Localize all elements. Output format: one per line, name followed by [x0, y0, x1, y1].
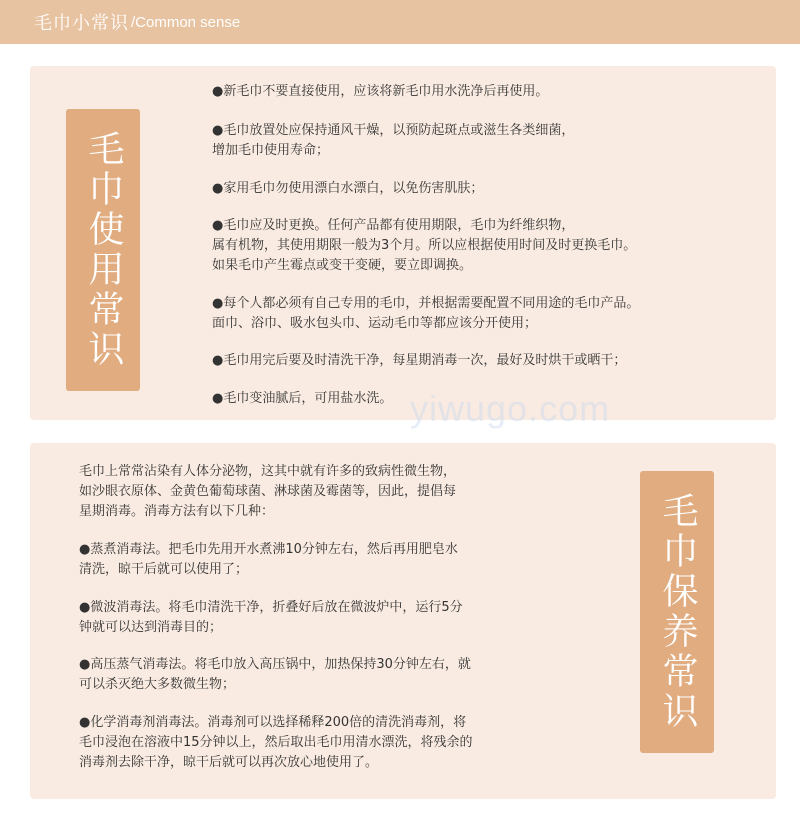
section-header — [0, 0, 800, 44]
usage-tag — [66, 109, 140, 391]
usage-item-2: ●毛巾放置处应保持通风干燥，以预防起斑点或滋生各类细菌， 增加毛巾使用寿命； — [212, 123, 575, 158]
care-tag-label: 毛巾保养常识 — [657, 492, 698, 732]
usage-item-4: ●毛巾应及时更换。任何产品都有使用期限，毛巾为纤维织物， 属有机物，其使用期限一般为3个月。所以应根据使用时间及时更换毛巾。 如果毛巾产生霉点或变干变硬，要立即调换。 — [212, 218, 637, 273]
usage-item-6: ●毛巾用完后要及时清洗干净，每星期消毒一次，最好及时烘干或晒干； — [212, 353, 627, 368]
care-intro: 毛巾上常常沾染有人体分泌物，这其中就有许多的致病性微生物， 如沙眼衣原体、金黄色葡萄球菌、淋球菌及霉菌等，因此，提倡每 星期消毒。消毒方法有以下几种： — [79, 464, 457, 519]
care-item-2: ●微波消毒法。将毛巾清洗干净，折叠好后放在微波炉中，运行5分 钟就可以达到消毒目的； — [79, 600, 463, 635]
care-item-3: ●高压蒸气消毒法。将毛巾放入高压锅中，加热保持30分钟左右，就 可以杀灭绝大多数微生物； — [79, 657, 471, 692]
header-subtitle: /Common sense — [131, 13, 241, 31]
care-item-1: ●蒸煮消毒法。把毛巾先用开水煮沸10分钟左右，然后再用肥皂水 清洗，晾干后就可以使用了； — [79, 542, 458, 577]
usage-item-3: ●家用毛巾勿使用漂白水漂白，以免伤害肌肤； — [212, 181, 484, 196]
usage-item-5: ●每个人都必须有自己专用的毛巾，并根据需要配置不同用途的毛巾产品。 面巾、浴巾、吸水包头巾、运动毛巾等都应该分开使用； — [212, 296, 640, 331]
care-item-4: ●化学消毒剂消毒法。消毒剂可以选择稀释200倍的清洗消毒剂，将 毛巾浸泡在溶液中15分钟以上，然后取出毛巾用清水漂洗，将残余的 消毒剂去除干净，晾干后就可以再次放心地使用了。 — [79, 715, 473, 770]
usage-item-7: ●毛巾变油腻后，可用盐水洗。 — [212, 391, 393, 406]
header-title: 毛巾小常识 — [34, 13, 129, 34]
watermark: yiwugo.com — [410, 388, 611, 429]
usage-item-1: ●新毛巾不要直接使用，应该将新毛巾用水洗净后再使用。 — [212, 84, 549, 99]
care-tag — [640, 471, 714, 753]
usage-tag-label: 毛巾使用常识 — [83, 130, 124, 370]
